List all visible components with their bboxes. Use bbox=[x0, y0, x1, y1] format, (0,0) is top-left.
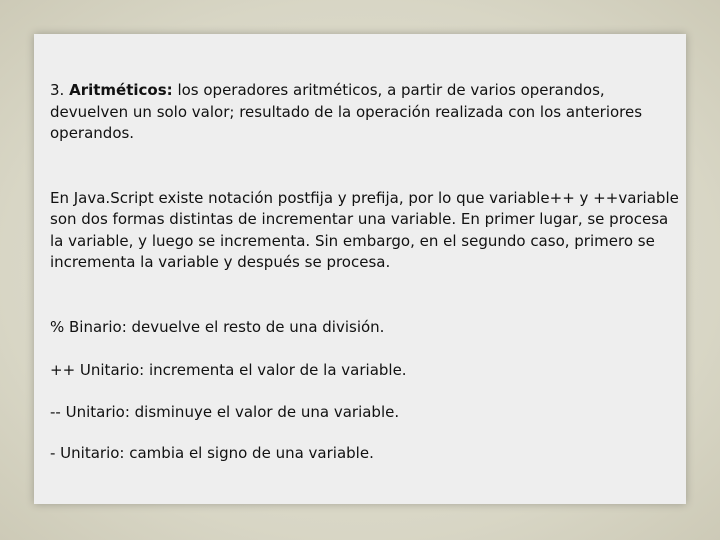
operator-item-negation: - Unitario: cambia el signo de una variable. bbox=[50, 444, 374, 462]
operator-item-decrement: -- Unitario: disminuye el valor de una variable. bbox=[50, 402, 400, 421]
paragraph-aritmeticos bbox=[50, 80, 680, 145]
paragraph-notation: En Java.Script existe notación postfija y prefija, por lo que variable++ y ++variable son dos formas distintas de incrementar una variable. En primer lugar, se procesa la variable, y luego se incrementa. Sin embargo, en el segundo caso, primero se incrementa la variable y después se procesa. bbox=[50, 188, 679, 271]
section-number: 3. bbox=[50, 81, 65, 99]
operator-item-modulo: % Binario: devuelve el resto de una división. bbox=[50, 317, 385, 336]
term-aritmeticos: Aritméticos: bbox=[69, 81, 173, 99]
slide-content bbox=[50, 80, 680, 465]
definition-text: los operadores aritméticos, a partir de varios operandos, devuelven un solo valor; resultado de la operación realizada con los anteriores operandos. bbox=[50, 81, 643, 142]
operator-item-increment: ++ Unitario: incrementa el valor de la variable. bbox=[50, 361, 407, 379]
